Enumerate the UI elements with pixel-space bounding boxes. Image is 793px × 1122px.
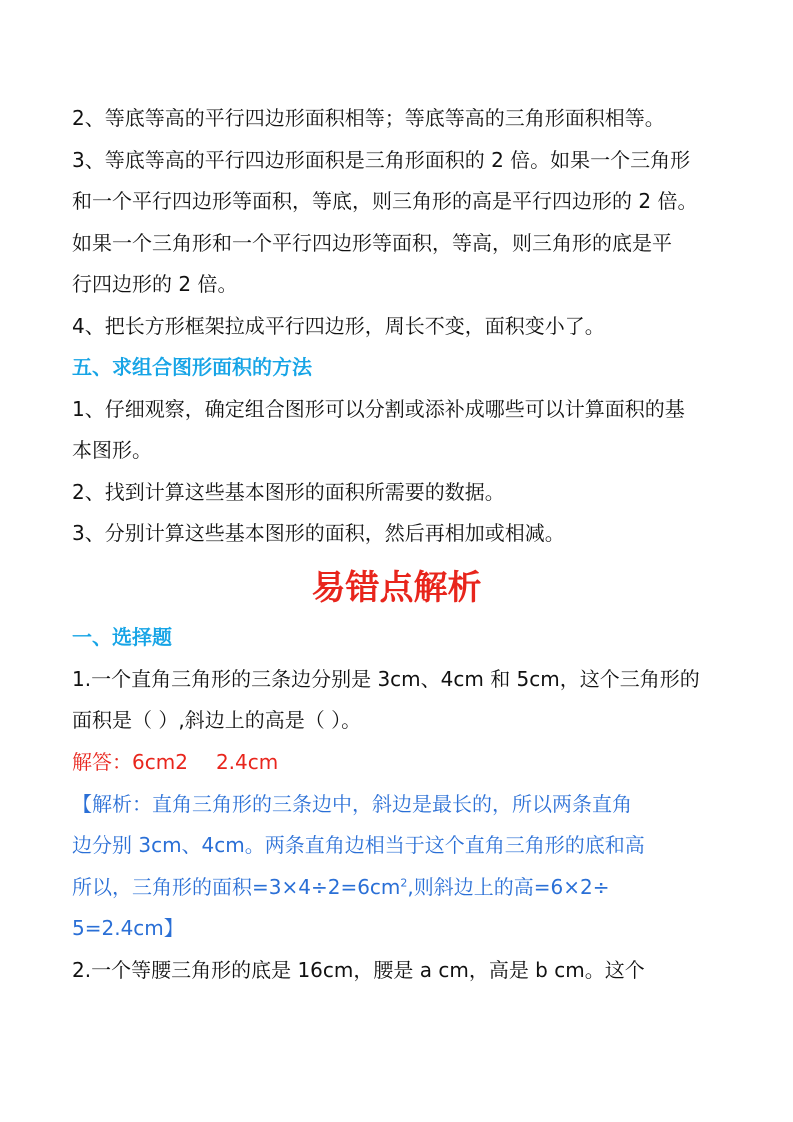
section-5-item-1-line-1: 1、仔细观察，确定组合图形可以分割或添补成哪些可以计算面积的基 xyxy=(72,397,685,421)
section-5-item-2: 2、找到计算这些基本图形的面积所需要的数据。 xyxy=(72,480,505,504)
rule-3-line-4: 行四边形的 2 倍。 xyxy=(72,272,238,296)
superscript-2: 2 xyxy=(400,876,408,890)
rule-4: 4、把长方形框架拉成平行四边形，周长不变，面积变小了。 xyxy=(72,314,605,338)
analysis-line-1: 【解析：直角三角形的三条边中，斜边是最长的，所以两条直角 xyxy=(72,792,632,816)
analysis-line-3-start: 所以，三角形的面积=3×4÷2=6cm xyxy=(72,875,401,899)
page-title: 易错点解析 xyxy=(311,568,482,608)
rule-2: 2、等底等高的平行四边形面积相等；等底等高的三角形面积相等。 xyxy=(72,106,665,130)
choice-heading: 一、选择题 xyxy=(72,625,172,649)
rule-3-line-2: 和一个平行四边形等面积，等底，则三角形的高是平行四边形的 2 倍。 xyxy=(72,189,698,213)
analysis-line-4: 5=2.4cm】 xyxy=(72,916,184,940)
question-1-line-2: 面积是（ ）,斜边上的高是（ ）。 xyxy=(72,708,362,732)
answer-area: 6cm2 xyxy=(132,750,188,774)
analysis-line-3 xyxy=(72,872,610,902)
rule-3-line-1: 3、等底等高的平行四边形面积是三角形面积的 2 倍。如果一个三角形 xyxy=(72,148,691,172)
question-1-line-1: 1.一个直角三角形的三条边分别是 3cm、4cm 和 5cm，这个三角形的 xyxy=(72,667,700,691)
section-5-item-1-line-2: 本图形。 xyxy=(72,438,152,462)
answer-height: 2.4cm xyxy=(215,750,279,774)
analysis-line-3-end: ,则斜边上的高=6×2÷ xyxy=(407,875,610,899)
rule-3-line-3: 如果一个三角形和一个平行四边形等面积，等高，则三角形的底是平 xyxy=(72,231,672,255)
answer-label: 解答： xyxy=(72,750,132,774)
section-5-heading: 五、求组合图形面积的方法 xyxy=(72,355,312,379)
question-2-line-1: 2.一个等腰三角形的底是 16cm，腰是 a cm，高是 b cm。这个 xyxy=(72,958,645,982)
answer-line xyxy=(72,747,278,777)
section-5-item-3: 3、分别计算这些基本图形的面积，然后再相加或相减。 xyxy=(72,521,565,545)
analysis-line-2: 边分别 3cm、4cm。两条直角边相当于这个直角三角形的底和高 xyxy=(72,833,645,857)
